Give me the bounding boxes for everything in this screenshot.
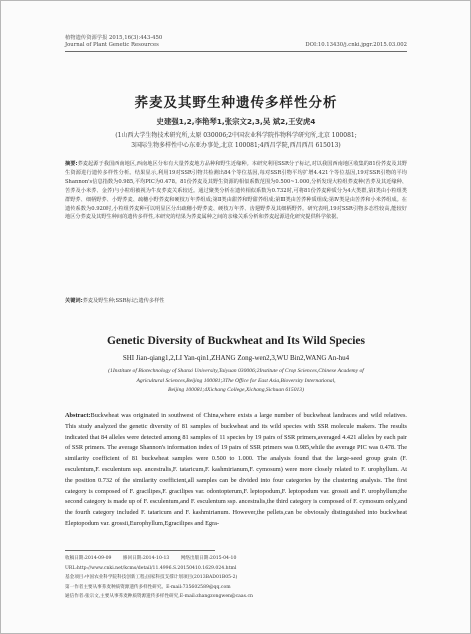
en-affiliation (65, 367, 407, 396)
journal-header (65, 35, 407, 49)
cn-abstract-text: 荞麦起源于我国西南地区,西南地区分布有大量荞麦地方品种和野生近缘种。本研究利用SSR分子标记,对以我国西南地区收集的81份荞麦及其野生资源进行遗传多样性分析。结果显示,利用19对SSR引物共检测出84个等位基因,每对SSR引物平均扩增4.421个等位基因,19对SSR引物的平均Shannon's信息指数为0.985,平均PIC为0.478。81份荞麦及其野生资源的相似系数范围为0.500~1.000,分析发现大粒组荞麦种(苦荞及其近缘种、苦荞及小米荞、金荞)与小粒组被视为牛皮荞麦关系较近。通过聚类分析在遗传相似系数为0.732时,可将81份荞麦种质分为4大类群,第Ⅰ类由小粒组类群野荞、细柄野荞、小野荞麦、疏穗小野荞麦和硬枝万年荞组成;第Ⅱ类由甜荞和野甜荞组成;第Ⅲ类由苦荞种质组成;第Ⅳ类是由苦荞和小米荞组成。在遗传系数为0.920时,小粒组荞麦种可以明显区分出疏穗小野荞麦、硬枝万年荞、齿翅野荞及其细柄野荞。研究表明,19对SSR引物多态性较高,能较好地区分荞麦及其野生种间的遗传多样性,本研究的结果为荞麦属种之间的亲缘关系分析和荞麦起源进化研究提供科学依据。 (65, 161, 407, 221)
en-affiliation-2: Agricultural Sciences,Beijing 100081;3The Office for East Asia,Bioversity International, (136, 377, 336, 384)
cn-title: 荞麦及其野生种遗传多样性分析 (134, 95, 338, 111)
journal-en-line: Journal of Plant Genetic Resources (65, 42, 159, 48)
received-date: 收稿日期:2014-09-09 (65, 556, 112, 561)
en-abstract (65, 411, 407, 530)
en-affiliation-1: (1Institute of Biotechnology of Shanxi University,Taiyuan 030006;2Institute of Crop Sciences,Chinese Academy of (108, 368, 364, 374)
cn-affiliation-1: (1山西大学生物技术研究所,太原 030006;2中国农业科学院作物科学研究所,北京 100081; (115, 132, 357, 139)
cn-abstract (65, 160, 407, 222)
journal-cn-line: 植物遗传资源学报 2015,16(3):443-450 (65, 35, 163, 41)
cn-affiliation-2: 3国际生物多样性中心东亚办事处,北京 100081;4西昌学院,西昌西昌 615013) (131, 142, 341, 149)
cn-abstract-label: 摘要: (65, 161, 78, 167)
header-rule (65, 51, 407, 52)
en-abstract-text: Buckwheat was originated in southwest of China,where exists a large number of buckwheat landraces and wild relatives. This study analyzed the genetic diversity of 81 samples of buckwheat and its wild species with SSR molecule makers. The results indicated that 84 alleles were detected among 81 samples of 11 species by 19 pairs of SSR primers,averaged 4.421 alleles by each pair of SSR primers. The average Shannon's information index of 19 pairs of SSR primers was 0.985,while the average PIC was 0.478. The similarity coefficient of 81 buckwheat samples were 0.500 to 1.000. The analysis found that the large-seed group grain (F. esculentum,F. esculentum ssp. ancestralis,F. tataricum,F. kashmirianum,F. cymosum) were more closely related to F. urophyllum. At the position 0.732 of the similarity coefficient,all samples can be divided into four categories by the clustering analysis. The first category is composed of F. gracilipes,F. gracilipes var. odontopterum,F. leptopodum,F. leptopodum var. grossii and F. urophyllum;the second category is made up of F. esculentum,and F. esculentum ssp. ancestralis,the third category is composed of F. cymosum only,and the fourth category included F. tataricum and F. kashmirianum. However,the pellets,can be obviously distinguished into buckwheat Eleptopodum var. grossii,Europhyllum,Egracilipes and Egra- (65, 412, 407, 527)
footnotes (65, 554, 407, 602)
cn-keywords-text: 荞麦及野生种;SSR标记;遗传多样性 (82, 298, 165, 304)
cn-authors: 史建强1,2,李艳琴1,张宗文2,3,吴 斌2,王安虎4 (156, 117, 316, 126)
en-affiliation-3: Beijing 100081;4Xichang College,Xichang,Sichuan 615013) (168, 387, 304, 393)
en-authors: SHI Jian-qiang1,2,LI Yan-qin1,ZHANG Zong-wen2,3,WU Bin2,WANG An-hu4 (122, 354, 350, 362)
en-title: Genetic Diversity of Buckwheat and Its Wild Species (106, 335, 365, 347)
en-abstract-label: Abstract: (65, 412, 91, 419)
footnote-url: URL:http://www.cnki.net/kcms/detail/11.4996.S.20150410.1629.024.html (65, 565, 237, 571)
footnote-dates (65, 554, 407, 564)
cn-keywords-label: 关键词: (65, 298, 83, 304)
footnote-funding: 基金项目:中国农业科学院科技创新工程;国家科技支撑计划项目(2013BAD01B05-2) (65, 575, 238, 580)
footnote-first-author: 第一作者主要从事荞麦种质资源遗传多样性研究。E-mail:735602589@qq.com (65, 584, 231, 590)
published-date: 网络出版日期:2015-04-10 (180, 556, 237, 561)
doi-line: DOI:10.13430/j.cnki.jpgr.2015.03.002 (305, 42, 407, 48)
revised-date: 修回日期:2014-10-13 (122, 556, 170, 561)
footnote-rule (65, 550, 215, 551)
cn-keywords (65, 297, 407, 306)
footnote-corresponding: 通信作者:张宗文,主要从事荞麦种质资源遗传多样性研究,E-mail:zhangzongwen@caas.cn (65, 594, 253, 599)
